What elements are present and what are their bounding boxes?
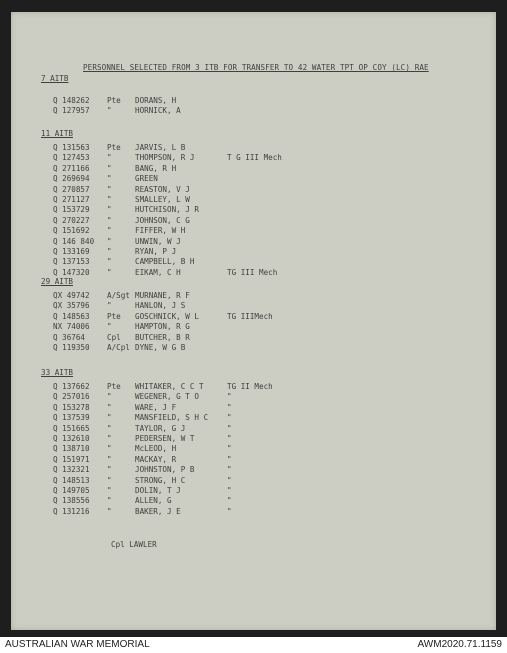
rank: Pte	[107, 382, 121, 391]
rank: Pte	[107, 96, 121, 105]
personnel-row	[11, 205, 491, 216]
member-name: GREEN	[135, 174, 158, 184]
personnel-row	[11, 291, 491, 302]
service-number: Q 36764	[53, 332, 86, 342]
personnel-row	[11, 312, 491, 323]
member-name: FIFFER, W H	[135, 226, 186, 236]
footer-accession-number: AWM2020.71.1159	[417, 639, 502, 650]
member-name: WHITAKER, C C T	[135, 382, 204, 391]
service-number: Q 271127	[53, 195, 90, 204]
member-name: HORNICK, A	[135, 106, 181, 116]
trade-note: "	[227, 413, 232, 423]
trade-note: TG III Mech	[227, 267, 278, 277]
personnel-row	[11, 444, 491, 455]
rank: "	[107, 163, 112, 173]
personnel-row	[11, 392, 491, 403]
service-number: Q 132321	[53, 465, 90, 475]
rank: "	[107, 402, 112, 412]
member-name: GOSCHNICK, W L	[135, 311, 200, 321]
personnel-row	[11, 164, 491, 175]
group-heading: 11 AITB	[41, 129, 74, 138]
rank: "	[107, 205, 112, 215]
personnel-row	[11, 195, 491, 206]
trade-note: "	[227, 402, 232, 412]
member-name: HANLON, J S	[135, 301, 186, 311]
service-number: Q 138710	[53, 444, 90, 454]
rank: "	[107, 215, 112, 225]
personnel-row	[11, 257, 491, 268]
footer-credit: AUSTRALIAN WAR MEMORIAL	[5, 639, 150, 650]
service-number: Q 270227	[53, 215, 90, 225]
group-heading: 29 AITB	[41, 277, 74, 286]
member-name: McLEOD, H	[135, 444, 177, 454]
rank: "	[107, 486, 112, 495]
rank: "	[107, 174, 112, 184]
service-number: QX 49742	[53, 291, 90, 300]
rank: "	[107, 301, 112, 311]
personnel-row	[11, 247, 491, 258]
rank: "	[107, 413, 112, 423]
service-number: Q 151665	[53, 423, 90, 433]
personnel-row	[11, 476, 491, 487]
service-number: Q 151692	[53, 226, 90, 236]
service-number: Q 131563	[53, 143, 90, 152]
rank: Pte	[107, 311, 121, 321]
member-name: THOMPSON, R J	[135, 153, 195, 163]
personnel-row	[11, 226, 491, 237]
service-number: Q 127957	[53, 106, 90, 116]
member-name: DYNE, W G B	[135, 343, 186, 352]
service-number: Q 131216	[53, 506, 90, 516]
service-number: Q 146 840	[53, 236, 95, 246]
personnel-row	[11, 465, 491, 476]
member-name: REASTON, V J	[135, 184, 190, 194]
trade-note: "	[227, 392, 232, 402]
trade-note: "	[227, 506, 232, 516]
member-name: MANSFIELD, S H C	[135, 413, 209, 423]
personnel-row	[11, 106, 491, 117]
rank: A/Sgt	[107, 291, 130, 300]
service-number: Q 147320	[53, 267, 90, 277]
personnel-row	[11, 424, 491, 435]
personnel-row	[11, 507, 491, 518]
trade-note: TG IIIMech	[227, 311, 273, 321]
personnel-row	[11, 216, 491, 227]
member-name: JOHNSTON, P B	[135, 465, 195, 475]
personnel-row	[11, 333, 491, 344]
member-name: PEDERSEN, W T	[135, 434, 195, 443]
trade-note: "	[227, 454, 232, 464]
document-page	[11, 12, 496, 630]
rank: "	[107, 236, 112, 246]
trade-note: TG II Mech	[227, 382, 273, 391]
rank: "	[107, 257, 112, 267]
personnel-row	[11, 382, 491, 393]
member-name: SMALLEY, L W	[135, 195, 190, 204]
rank: "	[107, 226, 112, 236]
rank: "	[107, 444, 112, 454]
service-number: Q 148262	[53, 96, 90, 105]
personnel-row	[11, 301, 491, 312]
member-name: DORANS, H	[135, 96, 177, 105]
member-name: JOHNSON, C G	[135, 215, 190, 225]
member-name: RYAN, P J	[135, 247, 177, 256]
member-name: BANG, R H	[135, 163, 177, 173]
personnel-row	[11, 185, 491, 196]
trade-note: "	[227, 486, 232, 495]
service-number: Q 269694	[53, 174, 90, 184]
service-number: Q 270857	[53, 184, 90, 194]
rank: Cpl	[107, 332, 121, 342]
group-heading: 7 AITB	[41, 74, 69, 83]
service-number: Q 149705	[53, 486, 90, 495]
rank: "	[107, 247, 112, 256]
service-number: Q 119350	[53, 343, 90, 352]
service-number: Q 132610	[53, 434, 90, 443]
service-number: Q 257016	[53, 392, 90, 402]
signature-line: Cpl LAWLER	[111, 540, 157, 549]
member-name: STRONG, H C	[135, 475, 186, 485]
rank: "	[107, 454, 112, 464]
service-number: Q 153278	[53, 402, 90, 412]
rank: "	[107, 475, 112, 485]
service-number: Q 138556	[53, 496, 90, 506]
service-number: Q 137153	[53, 257, 90, 267]
trade-note: "	[227, 444, 232, 454]
member-name: WEGENER, G T O	[135, 392, 200, 402]
personnel-row	[11, 237, 491, 248]
document-title: PERSONNEL SELECTED FROM 3 ITB FOR TRANSFER TO 42 WATER TPT OP COY (LC) RAE	[83, 63, 429, 72]
rank: "	[107, 506, 112, 516]
rank: "	[107, 195, 112, 204]
personnel-row	[11, 153, 491, 164]
service-number: Q 271166	[53, 163, 90, 173]
personnel-row	[11, 434, 491, 445]
member-name: BAKER, J E	[135, 506, 181, 516]
member-name: TAYLOR, G J	[135, 423, 186, 433]
rank: "	[107, 423, 112, 433]
rank: "	[107, 392, 112, 402]
rank: "	[107, 434, 112, 443]
member-name: JARVIS, L B	[135, 143, 186, 152]
service-number: Q 137539	[53, 413, 90, 423]
trade-note: "	[227, 496, 232, 506]
member-name: HUTCHISON, J R	[135, 205, 200, 215]
trade-note: "	[227, 475, 232, 485]
member-name: WARE, J F	[135, 402, 177, 412]
service-number: Q 137662	[53, 382, 90, 391]
member-name: MACKAY, R	[135, 454, 177, 464]
trade-note: T G III Mech	[227, 153, 282, 163]
personnel-row	[11, 486, 491, 497]
member-name: CAMPBELL, B H	[135, 257, 195, 267]
trade-note: "	[227, 465, 232, 475]
service-number: Q 148513	[53, 475, 90, 485]
member-name: MURNANE, R F	[135, 291, 190, 300]
member-name: EIKAM, C H	[135, 267, 181, 277]
personnel-row	[11, 343, 491, 354]
group-heading: 33 AITB	[41, 368, 74, 377]
rank: "	[107, 106, 112, 116]
member-name: ALLEN, G	[135, 496, 172, 506]
personnel-row	[11, 143, 491, 154]
trade-note: "	[227, 423, 232, 433]
service-number: Q 151971	[53, 454, 90, 464]
personnel-row	[11, 455, 491, 466]
service-number: Q 127453	[53, 153, 90, 163]
service-number: Q 148563	[53, 311, 90, 321]
rank: Pte	[107, 143, 121, 152]
footer-bar	[0, 637, 507, 653]
rank: "	[107, 184, 112, 194]
rank: "	[107, 465, 112, 475]
rank: "	[107, 153, 112, 163]
personnel-row	[11, 496, 491, 507]
member-name: BUTCHER, B R	[135, 332, 190, 342]
rank: "	[107, 267, 112, 277]
personnel-row	[11, 403, 491, 414]
member-name: HAMPTON, R G	[135, 322, 190, 332]
personnel-row	[11, 268, 491, 279]
rank: A/Cpl	[107, 343, 130, 352]
service-number: Q 153729	[53, 205, 90, 215]
personnel-row	[11, 96, 491, 107]
service-number: QX 35796	[53, 301, 90, 311]
rank: "	[107, 322, 112, 332]
personnel-row	[11, 413, 491, 424]
member-name: DOLIN, T J	[135, 486, 181, 495]
personnel-row	[11, 174, 491, 185]
service-number: NX 74006	[53, 322, 90, 332]
member-name: UNWIN, W J	[135, 236, 181, 246]
personnel-row	[11, 322, 491, 333]
rank: "	[107, 496, 112, 506]
service-number: Q 133169	[53, 247, 90, 256]
trade-note: "	[227, 434, 232, 443]
